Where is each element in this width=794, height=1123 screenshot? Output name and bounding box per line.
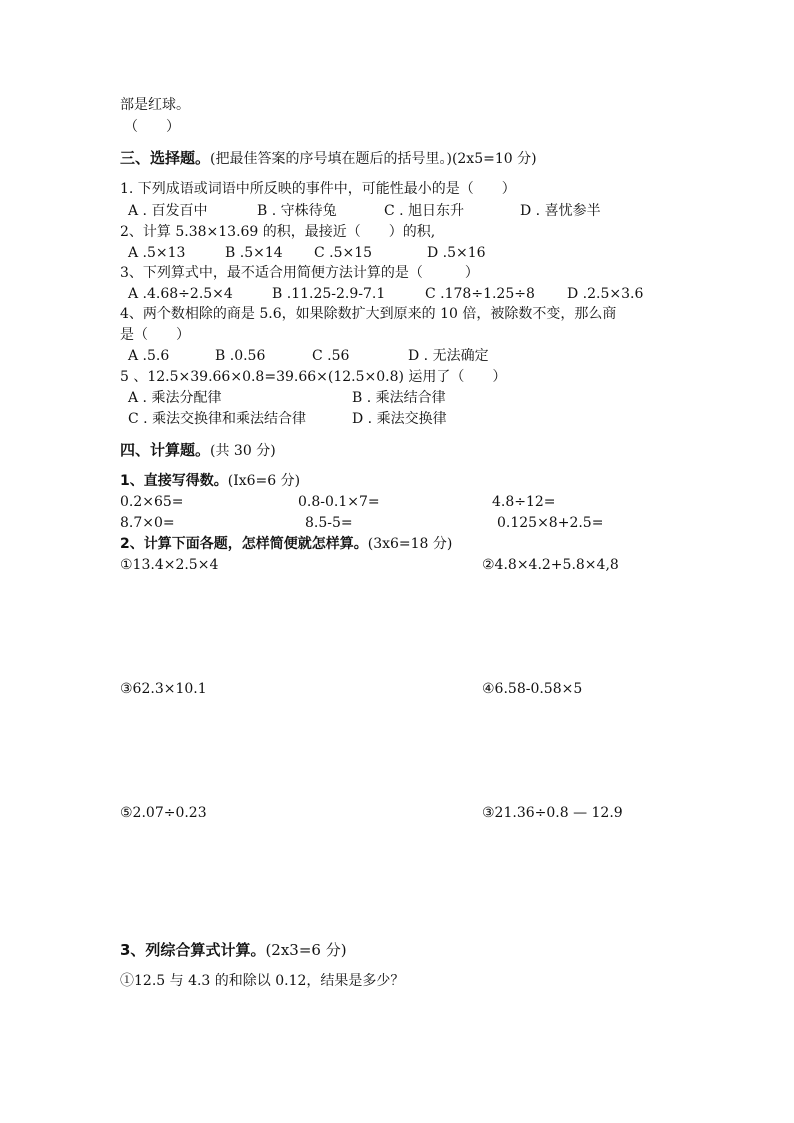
question-1-stem: 1. 下列成语或词语中所反映的事件中，可能性最小的是（ ） <box>120 181 516 197</box>
calc-item-6: ③21.36÷0.8 — 12.9 <box>482 805 623 821</box>
question-2-option-a: A .5×13 <box>128 245 186 261</box>
question-2-option-b: B .5×14 <box>225 245 283 261</box>
question-4-option-b: B .0.56 <box>215 348 266 364</box>
part-3-note: (2x3=6 分) <box>265 941 347 959</box>
question-1-option-c: C . 旭日东升 <box>384 203 465 219</box>
section-4-heading <box>120 440 276 461</box>
mental-math-item: 8.5-5= <box>305 515 353 531</box>
question-2-option-c: C .5×15 <box>314 245 373 261</box>
question-5-option-d: D . 乘法交换律 <box>352 411 447 427</box>
question-1-option-d: D . 喜忧参半 <box>520 203 601 219</box>
question-3-option-c: C .178÷1.25÷8 <box>425 286 535 302</box>
question-1-option-a: A . 百发百中 <box>128 203 208 219</box>
calc-item-1: ①13.4×2.5×4 <box>120 557 219 573</box>
question-4-option-a: A .5.6 <box>128 348 170 364</box>
question-5-option-b: B . 乘法结合律 <box>352 390 446 406</box>
question-4-stem-cont: 是（ ） <box>120 327 190 343</box>
mental-math-item: 0.8-0.1×7= <box>298 494 380 510</box>
mental-math-item: 0.125×8+2.5= <box>497 515 604 531</box>
mental-math-item: 8.7×0= <box>120 515 175 531</box>
question-1-option-b: B . 守株待兔 <box>257 203 337 219</box>
part-1-title: 1、直接写得数。 <box>120 473 228 489</box>
question-3-option-d: D .2.5×3.6 <box>567 286 644 302</box>
mental-math-item: 0.2×65= <box>120 494 184 510</box>
section-3-note: (把最佳答案的序号填在题后的括号里。)(2x5=10 分) <box>210 151 537 167</box>
question-5-option-c: C . 乘法交换律和乘法结合律 <box>128 411 307 427</box>
question-2-option-d: D .5×16 <box>427 245 486 261</box>
question-2-stem: 2、计算 5.38×13.69 的积，最接近（ ）的积, <box>120 224 436 240</box>
section-3-title: 三、选择题。 <box>120 149 211 167</box>
part-2-heading <box>120 534 452 554</box>
question-5-option-a: A . 乘法分配律 <box>128 390 222 406</box>
section-4-note: (共 30 分) <box>210 443 276 459</box>
question-3-option-a: A .4.68÷2.5×4 <box>128 286 233 302</box>
question-4-option-c: C .56 <box>312 348 350 364</box>
part-3-heading <box>120 940 347 960</box>
word-problem-1: ①12.5 与 4.3 的和除以 0.12，结果是多少？ <box>120 973 405 989</box>
section-4-title: 四、计算题。 <box>120 441 211 459</box>
part-2-note: (3x6=18 分) <box>367 536 453 552</box>
calc-item-2: ②4.8×4.2+5.8×4,8 <box>482 557 619 573</box>
question-3-option-b: B .11.25-2.9-7.1 <box>272 286 386 302</box>
calc-item-5: ⑤2.07÷0.23 <box>120 805 207 821</box>
part-3-title: 3、列综合算式计算。 <box>120 941 266 959</box>
answer-blank: （ ） <box>124 119 180 135</box>
part-1-note: (Ix6=6 分) <box>227 473 301 489</box>
question-3-stem: 3、下列算式中，最不适合用简便方法计算的是（ ） <box>120 265 479 281</box>
calc-item-3: ③62.3×10.1 <box>120 681 207 697</box>
part-2-title: 2、计算下面各题，怎样简便就怎样算。 <box>120 536 368 552</box>
part-1-heading <box>120 471 300 491</box>
question-4-option-d: D . 无法确定 <box>408 348 489 364</box>
continuation-line: 部是红球。 <box>120 97 190 113</box>
calc-item-4: ④6.58-0.58×5 <box>482 681 583 697</box>
question-4-stem: 4、两个数相除的商是 5.6，如果除数扩大到原来的 10 倍，被除数不变，那么商 <box>120 306 617 322</box>
mental-math-item: 4.8÷12= <box>492 494 556 510</box>
section-3-heading <box>120 148 537 169</box>
question-5-stem: 5 、12.5×39.66×0.8=39.66×(12.5×0.8) 运用了（ ） <box>120 369 507 385</box>
